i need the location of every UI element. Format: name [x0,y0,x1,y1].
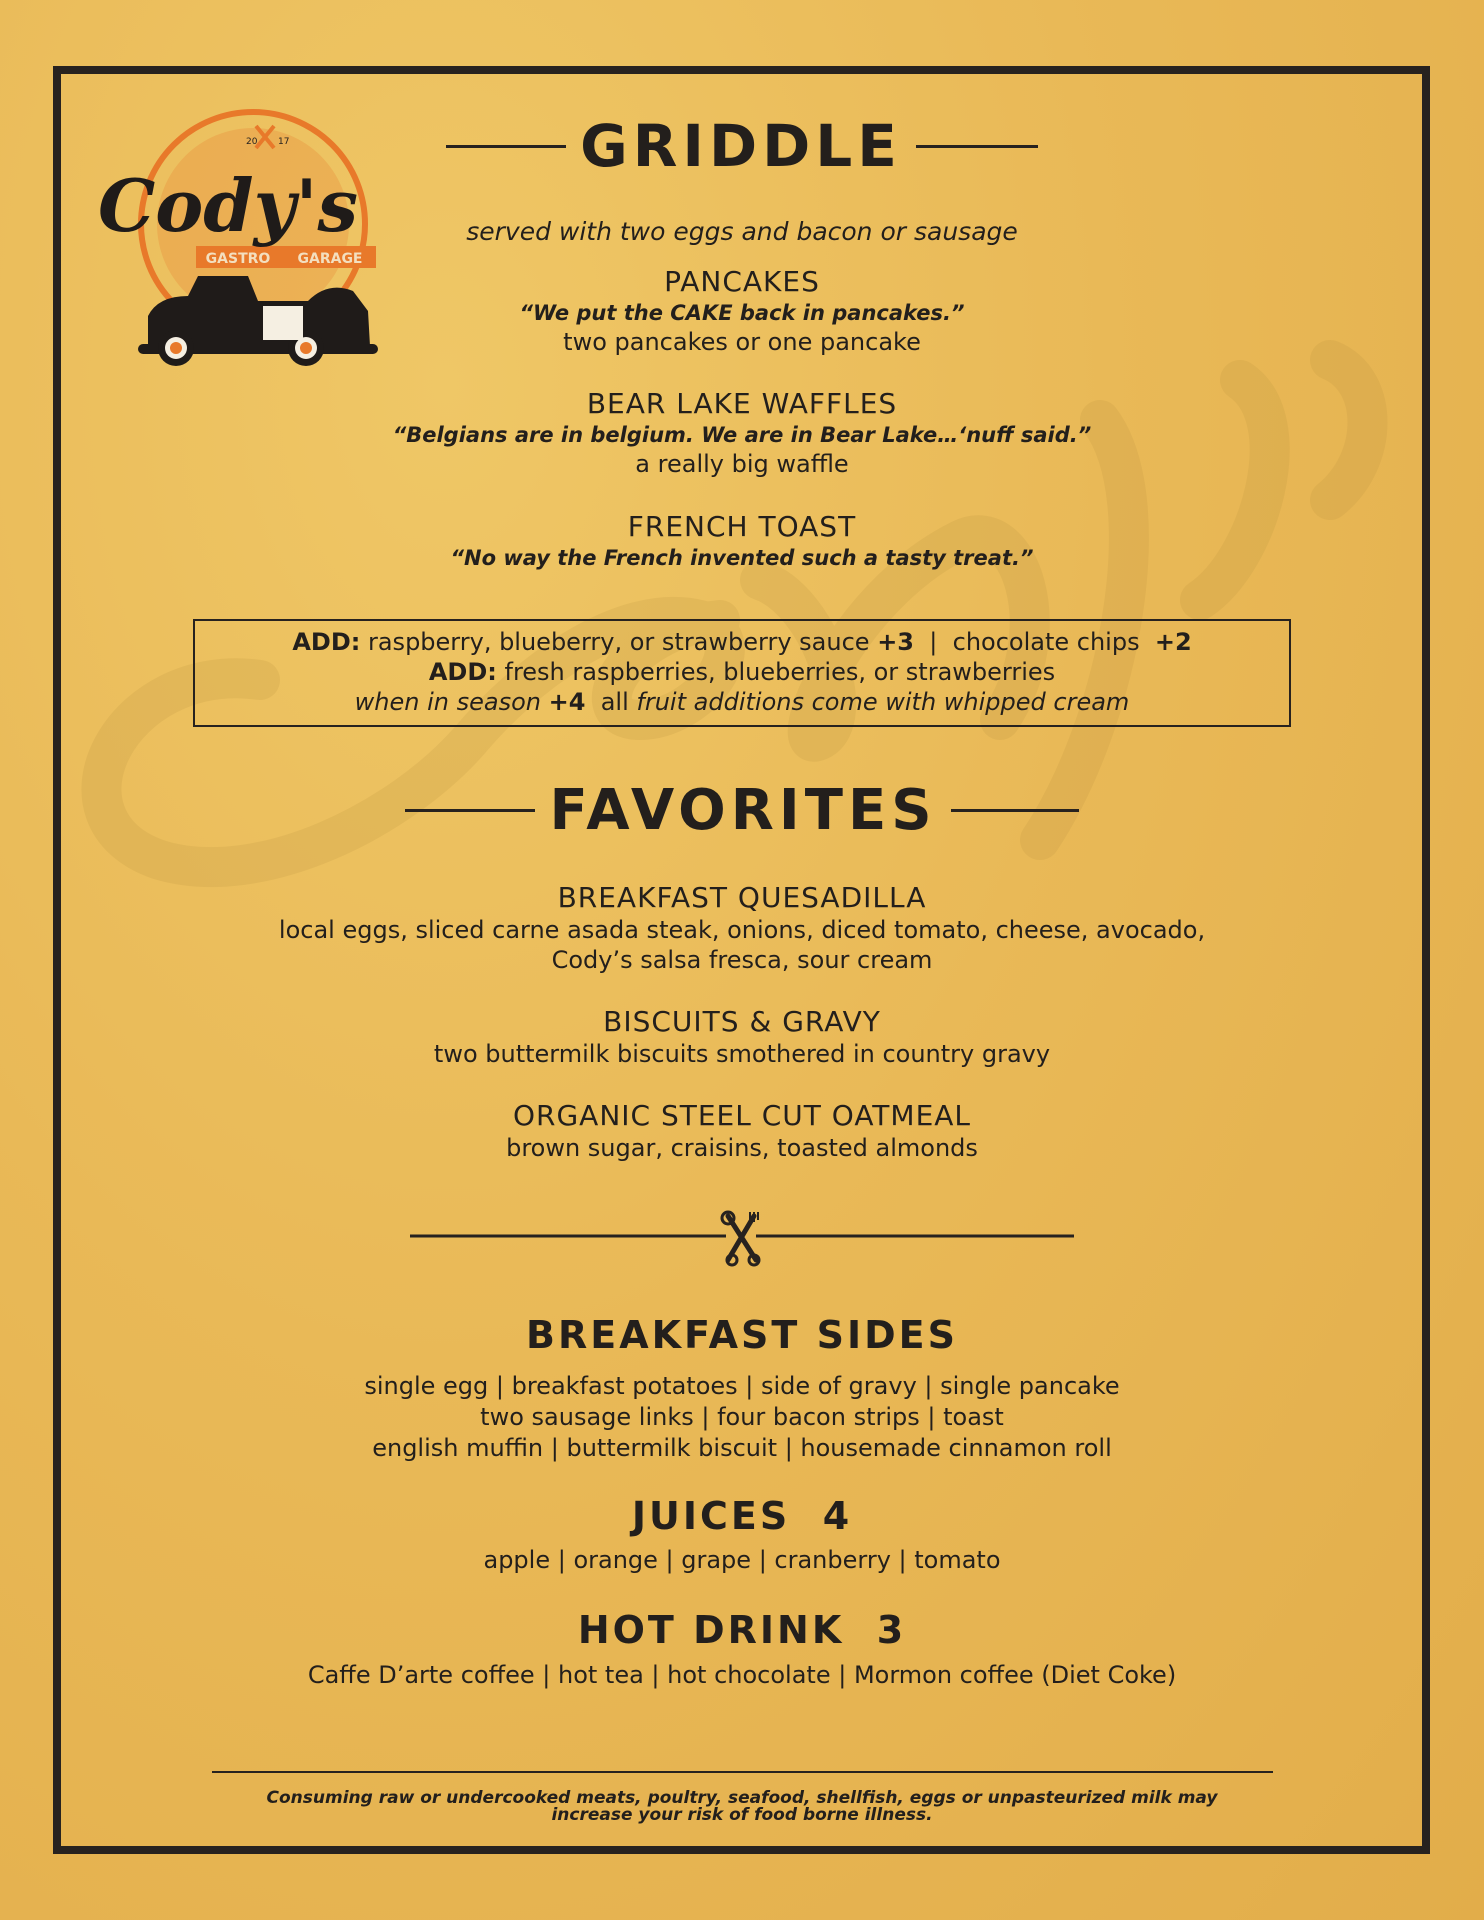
menu-item-oatmeal [0,1099,1484,1163]
sides-list [0,1371,1484,1464]
add-text: all [600,688,629,716]
add-text: fresh raspberries, blueberries, or strawberries [504,658,1056,686]
item-desc: Cody’s salsa fresca, sour cream [551,946,933,974]
item-name: PANCAKES [664,265,820,298]
hot-drink-heading [0,1608,1484,1652]
juices-heading [0,1494,1484,1538]
menu-item-pancakes [0,265,1484,357]
notice-line: Consuming raw or undercooked meats, poultry, seafood, shellfish, eggs or unpasteurized milk may [266,1788,1218,1808]
hot-drink-price: 3 [876,1608,907,1652]
item-desc: two pancakes or one pancake [563,328,921,356]
menu-item-biscuits-gravy [0,1005,1484,1069]
section-divider [410,1210,1074,1270]
favorites-heading [0,778,1484,843]
logo-year-left: 20 [246,137,258,147]
heading-rule-left [446,145,566,148]
add-text: chocolate chips [952,628,1140,656]
item-name: ORGANIC STEEL CUT OATMEAL [512,1099,972,1132]
item-quote: “No way the French invented such a tasty treat.” [450,546,1034,570]
item-name: FRENCH TOAST [627,510,857,543]
add-line-3 [195,687,1289,717]
menu-item-bear-lake-waffles [0,387,1484,479]
sides-line: single egg | breakfast potatoes | side of gravy | single pancake [364,1372,1120,1400]
heading-rule-right [916,145,1038,148]
hot-drink-title: HOT DRINK [577,1608,845,1652]
item-desc: two buttermilk biscuits smothered in country gravy [433,1040,1051,1068]
logo-tag-left: GASTRO [205,251,271,267]
item-name: BISCUITS & GRAVY [603,1005,881,1038]
item-desc: a really big waffle [635,450,849,478]
griddle-subtitle: served with two eggs and bacon or sausage [466,217,1018,246]
fork-wrench-icon [722,1212,759,1265]
add-line-1 [195,627,1289,657]
sides-line: two sausage links | four bacon strips | toast [480,1403,1004,1431]
item-name: BEAR LAKE WAFFLES [586,387,898,420]
add-text: raspberry, blueberry, or strawberry sauce [367,628,870,656]
menu-item-breakfast-quesadilla [0,881,1484,975]
favorites-title: FAVORITES [549,778,937,843]
notice-line: increase your risk of food borne illness. [551,1805,933,1825]
add-line-2 [195,657,1289,687]
item-quote: “Belgians are in belgium. We are in Bear Lake…‘nuff said.” [392,423,1092,447]
add-label: ADD: [428,658,497,686]
menu-item-french-toast [0,510,1484,572]
juices-list: apple | orange | grape | cranberry | tomato [483,1546,1001,1574]
sides-line: english muffin | buttermilk biscuit | housemade cinnamon roll [372,1434,1112,1462]
logo-script: Cody's [97,163,359,248]
logo-year-right: 17 [278,137,290,147]
add-price: +2 [1154,628,1192,656]
logo-tag-right: GARAGE [297,251,363,267]
item-name: BREAKFAST QUESADILLA [557,881,927,914]
add-note: when in season [354,688,541,716]
hot-drink-list: Caffe D’arte coffee | hot tea | hot chocolate | Mormon coffee (Diet Coke) [307,1661,1177,1689]
add-note: fruit additions come with whipped cream [636,688,1130,716]
heading-rule-left [405,809,535,812]
add-price: +3 [877,628,914,656]
griddle-title: GRIDDLE [580,112,902,180]
juices-price: 4 [822,1494,853,1538]
sides-title: BREAKFAST SIDES [526,1313,958,1357]
footer-rule [212,1771,1273,1773]
add-ons-box [193,619,1291,727]
item-desc: local eggs, sliced carne asada steak, onions, diced tomato, cheese, avocado, [278,916,1206,944]
separator: | [929,628,938,656]
food-safety-notice [0,1790,1484,1824]
add-label: ADD: [292,628,361,656]
griddle-heading [0,112,1484,180]
item-desc: brown sugar, craisins, toasted almonds [506,1134,978,1162]
juices-title: JUICES [631,1494,791,1538]
add-price: +4 [548,688,586,716]
item-quote: “We put the CAKE back in pancakes.” [519,301,965,325]
heading-rule-right [951,809,1079,812]
